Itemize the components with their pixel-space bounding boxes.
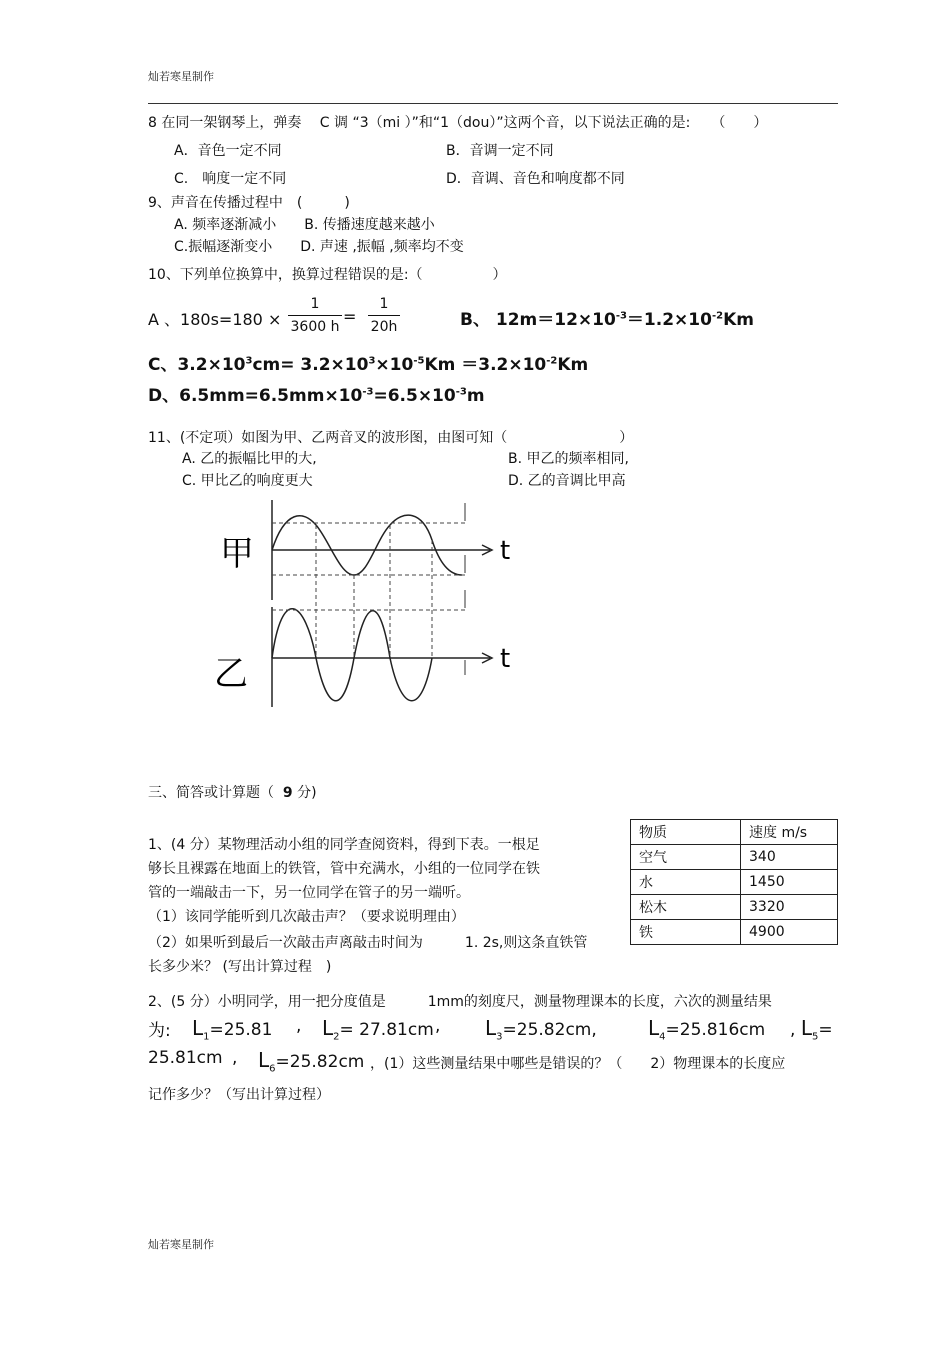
- q9-options-cd: C.振幅逐渐变小 D. 声速 ,振幅 ,频率均不变: [174, 239, 464, 255]
- d-part: =6.5×10: [373, 386, 456, 406]
- b-part: B、 12m＝12×10: [460, 310, 616, 330]
- q11-option-a: A. 乙的振幅比甲的大,: [182, 451, 317, 467]
- L-symbol: L: [322, 1016, 334, 1040]
- fraction-2-numerator: 1: [379, 296, 389, 312]
- L-symbol: L: [258, 1048, 270, 1072]
- table-cell: 3320: [741, 895, 838, 920]
- table-row: [631, 845, 838, 870]
- b-part: ＝1.2×10: [626, 310, 712, 330]
- q10-option-b: [460, 305, 754, 330]
- L-value: =25.82cm: [275, 1052, 365, 1072]
- fraction-1-bar: [288, 315, 342, 316]
- L-symbol: L: [192, 1016, 204, 1040]
- L-subscript: 5: [811, 1031, 819, 1043]
- q11-option-b: B. 甲乙的频率相同,: [508, 451, 629, 467]
- d-part: m: [466, 386, 485, 406]
- section-title-text: 分): [297, 785, 317, 801]
- p1-line-1: 1、(4 分）某物理活动小组的同学查阅资料，得到下表。一根足: [148, 837, 540, 853]
- table-cell: 铁: [631, 920, 741, 945]
- c-exp: 3: [245, 355, 253, 367]
- table-cell: 1450: [741, 870, 838, 895]
- q8-option-a: A．音色一定不同: [174, 143, 282, 159]
- b-exp: -3: [615, 310, 627, 322]
- q8-option-d: D．音调、音色和响度都不同: [446, 171, 625, 187]
- table-cell: 松木: [631, 895, 741, 920]
- yi-axis-t-label: t: [500, 644, 511, 674]
- L-symbol: L: [485, 1016, 497, 1040]
- q8-stem: 8 在同一架钢琴上，弹奏 C 调 “3（mi ）”和“1（dou）”这两个音，以下说法正确的是: （ ）: [148, 115, 768, 131]
- c-part: Km: [557, 355, 589, 375]
- p2-L4: [648, 1016, 765, 1042]
- table-cell: 340: [741, 845, 838, 870]
- b-exp: -2: [711, 310, 724, 322]
- section-title-text: 三、简答或计算题（: [148, 785, 274, 801]
- L-value: =25.81: [209, 1020, 273, 1040]
- q10-fraction-2: [368, 296, 400, 335]
- c-part: cm= 3.2×10: [252, 355, 369, 375]
- L-value: =: [818, 1020, 833, 1040]
- p2-L5-value: 25.81cm: [148, 1048, 223, 1068]
- table-row: [631, 870, 838, 895]
- p2-comma: ,: [232, 1048, 238, 1068]
- c-part: Km ＝3.2×10: [424, 355, 547, 375]
- table-header-cell: 物质: [631, 820, 741, 845]
- jia-waveform: [272, 515, 462, 575]
- page-header: 灿若寒星制作: [148, 70, 214, 83]
- L-symbol: L: [648, 1016, 660, 1040]
- label-jia: 甲: [220, 534, 254, 574]
- p1-line-6: 长多少米？ (写出计算过程 ): [148, 959, 332, 975]
- b-part: Km: [723, 310, 754, 330]
- q9-options-ab: A. 频率逐渐减小 B. 传播速度越来越小: [174, 217, 435, 233]
- c-part: C、3.2×10: [148, 355, 246, 375]
- L-subscript: 6: [269, 1063, 276, 1075]
- q10-option-a: A 、180s=180 ×: [148, 310, 282, 329]
- q10-option-c: [148, 350, 588, 375]
- d-part: D、6.5mm=6.5mm×10: [148, 386, 363, 406]
- L-value: =25.816cm: [665, 1020, 766, 1040]
- fraction-1-numerator: 1: [310, 296, 320, 312]
- L-value: =25.82cm: [502, 1020, 592, 1040]
- p2-comma: ,: [296, 1016, 302, 1036]
- p2-L6: [258, 1048, 364, 1074]
- p2-questions: ，(1）这些测量结果中哪些是错误的？（ 2）物理课本的长度应: [370, 1056, 786, 1072]
- q8-option-b: B．音调一定不同: [446, 143, 554, 159]
- p2-line-1: 2、(5 分）小明同学，用一把分度值是 1mm的刻度尺，测量物理课本的长度，六次的测量结果: [148, 994, 772, 1010]
- q11-option-c: C. 甲比乙的响度更大: [182, 473, 313, 489]
- waveform-figure: [200, 495, 530, 725]
- table-cell: 4900: [741, 920, 838, 945]
- speed-table: [630, 819, 838, 945]
- L-subscript: 4: [659, 1031, 666, 1043]
- q11-stem: 11、(不定项）如图为甲、乙两音叉的波形图，由图可知（ ）: [148, 430, 634, 446]
- table-row: [631, 895, 838, 920]
- fraction-2-bar: [368, 315, 400, 316]
- p1-line-5: （2）如果听到最后一次敲击声离敲击时间为 1. 2s,则这条直铁管: [148, 935, 588, 951]
- table-row: [631, 920, 838, 945]
- c-part: ×10: [375, 355, 414, 375]
- section-score: 9: [282, 785, 293, 801]
- section-3-title: [148, 782, 317, 802]
- q8-option-c: C. 响度一定不同: [174, 171, 287, 187]
- c-exp: 3: [368, 355, 376, 367]
- L-subscript: 3: [496, 1031, 503, 1043]
- d-exp: -3: [455, 386, 467, 398]
- q10-equals: =: [343, 307, 357, 326]
- p2-line-4: 记作多少？（写出计算过程）: [148, 1087, 330, 1103]
- c-exp: -5: [413, 355, 425, 367]
- L-value: = 27.81cm: [339, 1020, 434, 1040]
- L-symbol: L: [800, 1016, 812, 1040]
- p2-L2: [322, 1016, 434, 1042]
- fraction-2-denominator: 20h: [370, 319, 398, 335]
- p2-pre: 为:: [148, 1021, 171, 1041]
- L-subscript: 1: [203, 1031, 210, 1043]
- p2-L5: , $L_5=$: [790, 1016, 833, 1043]
- p2-L3: $L_3=25.82cm$,: [485, 1016, 597, 1043]
- q10-stem: 10、下列单位换算中，换算过程错误的是:（ ）: [148, 267, 507, 283]
- p2-comma: ,: [435, 1016, 441, 1036]
- table-header-row: [631, 820, 838, 845]
- c-exp: -2: [546, 355, 558, 367]
- header-rule: [148, 103, 838, 104]
- q9-stem: 9、声音在传播过程中 ( ): [148, 195, 350, 211]
- p2-L1: [192, 1016, 272, 1042]
- p1-line-4: （1）该同学能听到几次敲击声？（要求说明理由）: [148, 909, 465, 925]
- q11-option-d: D. 乙的音调比甲高: [508, 473, 626, 489]
- table-cell: 空气: [631, 845, 741, 870]
- fraction-1-denominator: 3600 h: [290, 319, 340, 335]
- d-exp: -3: [362, 386, 374, 398]
- q10-fraction-1: [288, 296, 342, 335]
- label-yi: 乙: [214, 654, 248, 694]
- yi-waveform: [272, 609, 432, 701]
- table-header-cell: 速度 m/s: [741, 820, 838, 845]
- p1-line-2: 够长且裸露在地面上的铁管，管中充满水，小组的一位同学在铁: [148, 861, 540, 877]
- L-subscript: 2: [333, 1031, 340, 1043]
- q10-option-d: [148, 381, 485, 406]
- table-cell: 水: [631, 870, 741, 895]
- jia-axis-t-label: t: [500, 536, 511, 566]
- page-footer: 灿若寒星制作: [148, 1238, 214, 1251]
- p1-line-3: 管的一端敲击一下，另一位同学在管子的另一端听。: [148, 885, 470, 901]
